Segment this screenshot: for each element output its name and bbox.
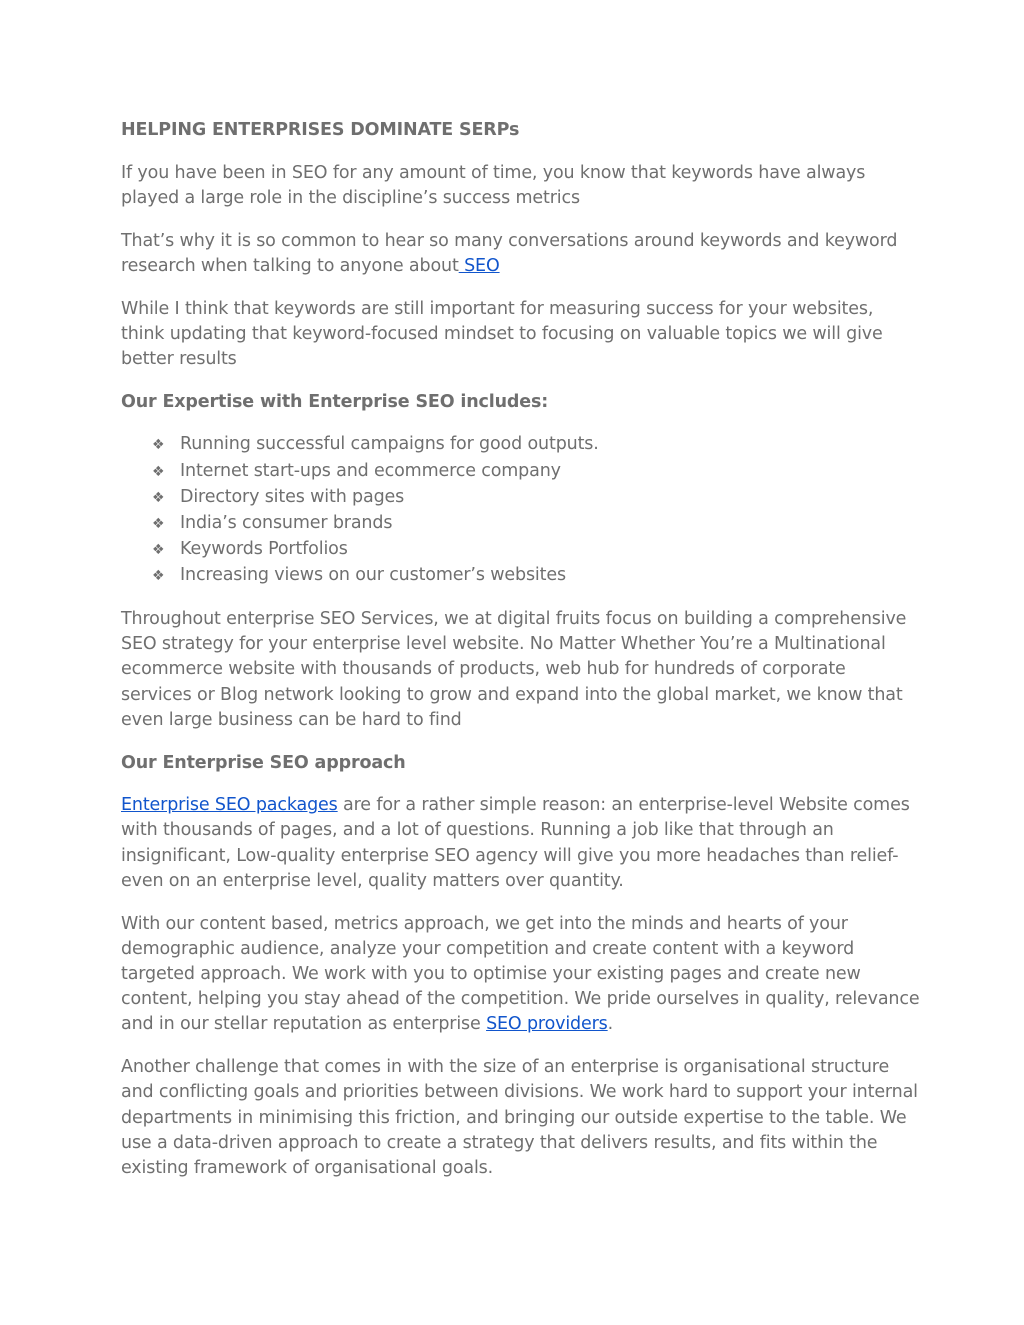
diamond-bullet-icon: ❖ (152, 489, 165, 506)
list-item-text: Keywords Portfolios (180, 539, 348, 560)
seo-link[interactable]: SEO (458, 255, 500, 276)
expertise-list (121, 432, 921, 589)
paragraph-keywords-text: That’s why it is so common to hear so many conversations around keywords and keyword research when talking to anyone about (121, 230, 898, 276)
paragraph-services: Throughout enterprise SEO Services, we at digital fruits focus on building a comprehensive SEO strategy for your enterprise level website. No Matter Whether You’re a Multinational ecommerce website with thousands of products, web hub for hundreds of corporate services or Blog network looking to grow and expand into the global market, we know that even large business can be hard to find (121, 609, 907, 730)
approach-heading: Our Enterprise SEO approach (121, 752, 406, 773)
seo-providers-link[interactable]: SEO providers (486, 1014, 608, 1035)
paragraph-challenge: Another challenge that comes in with the size of an enterprise is organisational structure and conflicting goals and priorities between divisions. We work hard to support your internal departments in minimising this friction, and bringing our outside expertise to the table. We use a data-driven approach to create a strategy that delivers results, and fits within the existing framework of organisational goals. (121, 1057, 918, 1178)
paragraph-packages-text: are for a rather simple reason: an enterprise-level Website comes with thousands of pages, and a lot of questions. Running a job like that through an insignificant, Low-quality enterprise SEO agency will give you more headaches than relief- even on an enterprise level, quality matters over quantity. (121, 795, 910, 891)
list-item-text: Running successful campaigns for good outputs. (180, 434, 599, 455)
list-item (152, 432, 921, 458)
enterprise-seo-packages-link[interactable]: Enterprise SEO packages (121, 795, 338, 816)
list-item-text: Internet start-ups and ecommerce company (180, 460, 561, 481)
paragraph-packages (121, 793, 921, 894)
paragraph-approach (121, 912, 921, 1038)
list-item (152, 459, 921, 485)
list-item (152, 485, 921, 511)
paragraph-keywords (121, 229, 921, 279)
document-title: HELPING ENTERPRISES DOMINATE SERPs (121, 120, 520, 140)
list-item (152, 537, 921, 563)
diamond-bullet-icon: ❖ (152, 515, 165, 532)
list-item (152, 511, 921, 537)
list-item-text: Directory sites with pages (180, 486, 405, 507)
diamond-bullet-icon: ❖ (152, 437, 165, 454)
paragraph-approach-end: . (607, 1014, 614, 1035)
list-item (152, 563, 921, 589)
diamond-bullet-icon: ❖ (152, 568, 165, 585)
diamond-bullet-icon: ❖ (152, 542, 165, 559)
expertise-heading: Our Expertise with Enterprise SEO includes: (121, 391, 549, 412)
list-item-text: Increasing views on our customer’s websites (180, 565, 566, 586)
paragraph-intro: If you have been in SEO for any amount of time, you know that keywords have always played a large role in the discipline’s success metrics (121, 162, 866, 208)
paragraph-approach-text: With our content based, metrics approach, we get into the minds and hearts of your demographic audience, analyze your competition and create content with a keyword targeted approach. We work with you to optimise your existing pages and create new content, helping you stay ahead of the competition. We pride ourselves in quality, relevance and in our stellar reputation as enterprise (121, 913, 920, 1035)
list-item-text: India’s consumer brands (180, 512, 393, 533)
document-body (121, 118, 921, 1199)
paragraph-topics: While I think that keywords are still important for measuring success for your websites, think updating that keyword-focused mindset to focusing on valuable topics we will give better results (121, 298, 883, 369)
diamond-bullet-icon: ❖ (152, 463, 165, 480)
